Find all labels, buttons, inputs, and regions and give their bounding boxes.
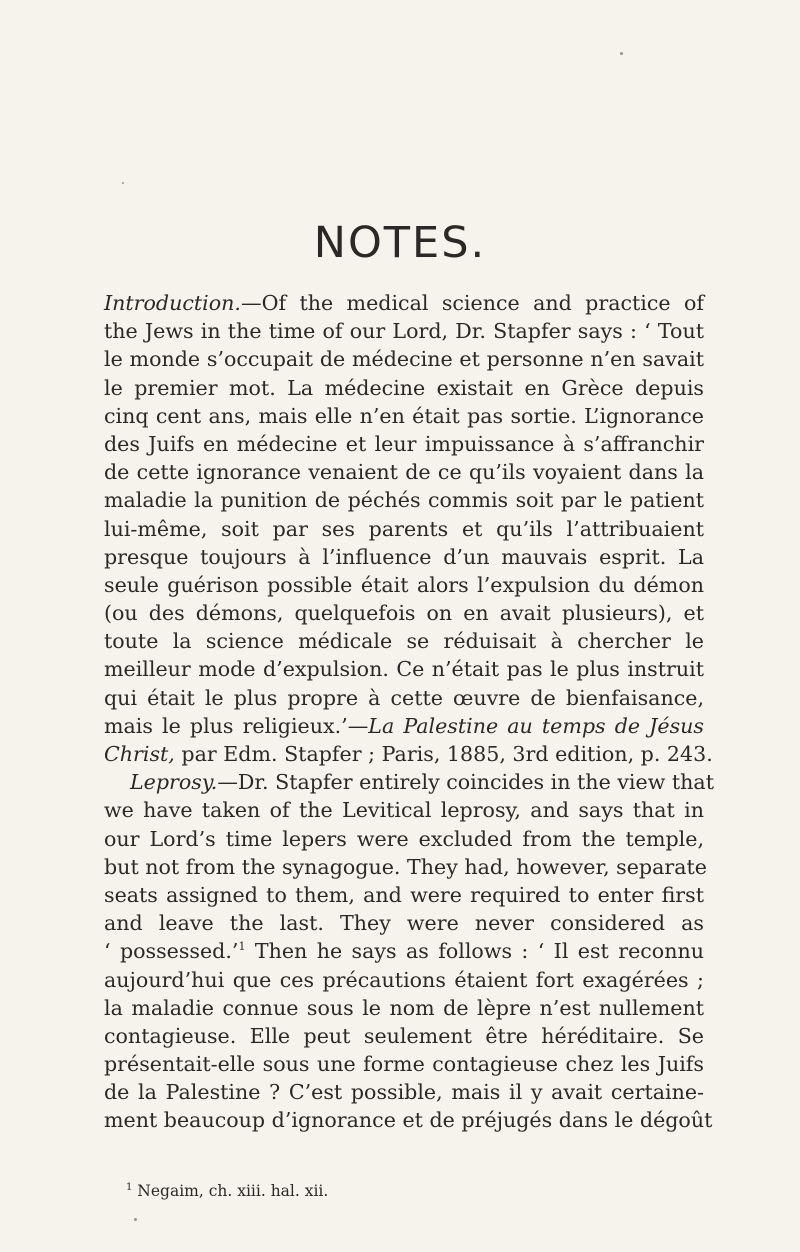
notes-body [104, 289, 714, 1135]
text-line: toute la science médicale se réduisait à chercher le [104, 629, 704, 654]
text-line: de la Palestine ? C’est possible, mais il y avait certaine- [104, 1080, 704, 1105]
text-line: Leprosy.—Dr. Stapfer entirely coincides in the view that [130, 770, 714, 795]
text-line: de cette ignorance venaient de ce qu’ils voyaient dans la [104, 460, 704, 485]
text-line: la maladie connue sous le nom de lèpre n’est nullement [104, 995, 704, 1020]
text-line: lui-même, soit par ses parents et qu’ils l’attribuaient [104, 516, 704, 541]
text-line: aujourd’hui que ces précautions étaient fort exagérées ; [104, 967, 704, 992]
text-line: ‘ possessed.’$^1$ Then he says as follows : ‘ Il est reconnu [104, 939, 704, 964]
text-line: but not from the synagogue. They had, however, separate [104, 854, 707, 879]
text-line: contagieuse. Elle peut seulement être héréditaire. Se [104, 1023, 704, 1048]
text-line: cinq cent ans, mais elle n’en était pas sortie. L’ignorance [104, 403, 704, 428]
text-line: (ou des démons, quelquefois on en avait plusieurs), et [104, 601, 704, 626]
text-line: we have taken of the Levitical leprosy, and says that in [104, 798, 704, 823]
text-line: Introduction.—Of the medical science and practice of [104, 291, 704, 315]
text-line: our Lord’s time lepers were excluded from the temple, [104, 826, 704, 851]
text-line: Christ, par Edm. Stapfer ; Paris, 1885, 3rd edition, p. 243. [104, 742, 713, 766]
text-line: seule guérison possible était alors l’expulsion du démon [104, 572, 704, 597]
text-line: and leave the last. They were never considered as [104, 911, 704, 936]
text-line: maladie la punition de péchés commis soit par le patient [104, 488, 704, 513]
source-title-continued: Christ, [104, 742, 175, 766]
text-line: le monde s’occupait de médecine et personne n’en savait [104, 347, 704, 372]
footnote-marker: 1 [126, 1182, 133, 1193]
paper-speck [122, 182, 124, 184]
source-title: La Palestine au temps de Jésus [368, 713, 704, 738]
footnote-reference: 1 [238, 940, 246, 954]
text-line: seats assigned to them, and were required to enter first [104, 882, 704, 907]
text-line: the Jews in the time of our Lord, Dr. Stapfer says : ‘ Tout [104, 319, 704, 344]
footnote-text: Negaim, ch. xiii. hal. xii. [132, 1182, 329, 1200]
footnote [126, 1181, 328, 1201]
text-line: présentait-elle sous une forme contagieuse chez les Juifs [104, 1052, 704, 1077]
section-label-leprosy: Leprosy. [130, 770, 218, 795]
text-line: mais le plus religieux.’—La Palestine au temps de Jésus [104, 713, 704, 738]
page-heading: NOTES. [313, 218, 487, 268]
text-line: presque toujours à l’influence d’un mauvais esprit. La [104, 544, 704, 569]
text-line: ment beaucoup d’ignorance et de préjugés dans le dégoût [104, 1108, 713, 1133]
text-line: des Juifs en médecine et leur impuissance à s’affranchir [104, 431, 704, 456]
paper-speck [620, 52, 623, 55]
section-label-introduction: Introduction. [104, 291, 241, 315]
text-line: meilleur mode d’expulsion. Ce n’était pas le plus instruit [104, 657, 704, 682]
text-line: qui était le plus propre à cette œuvre de bienfaisance, [104, 685, 704, 710]
paper-speck [134, 1218, 137, 1221]
text-line: le premier mot. La médecine existait en Grèce depuis [104, 375, 704, 400]
